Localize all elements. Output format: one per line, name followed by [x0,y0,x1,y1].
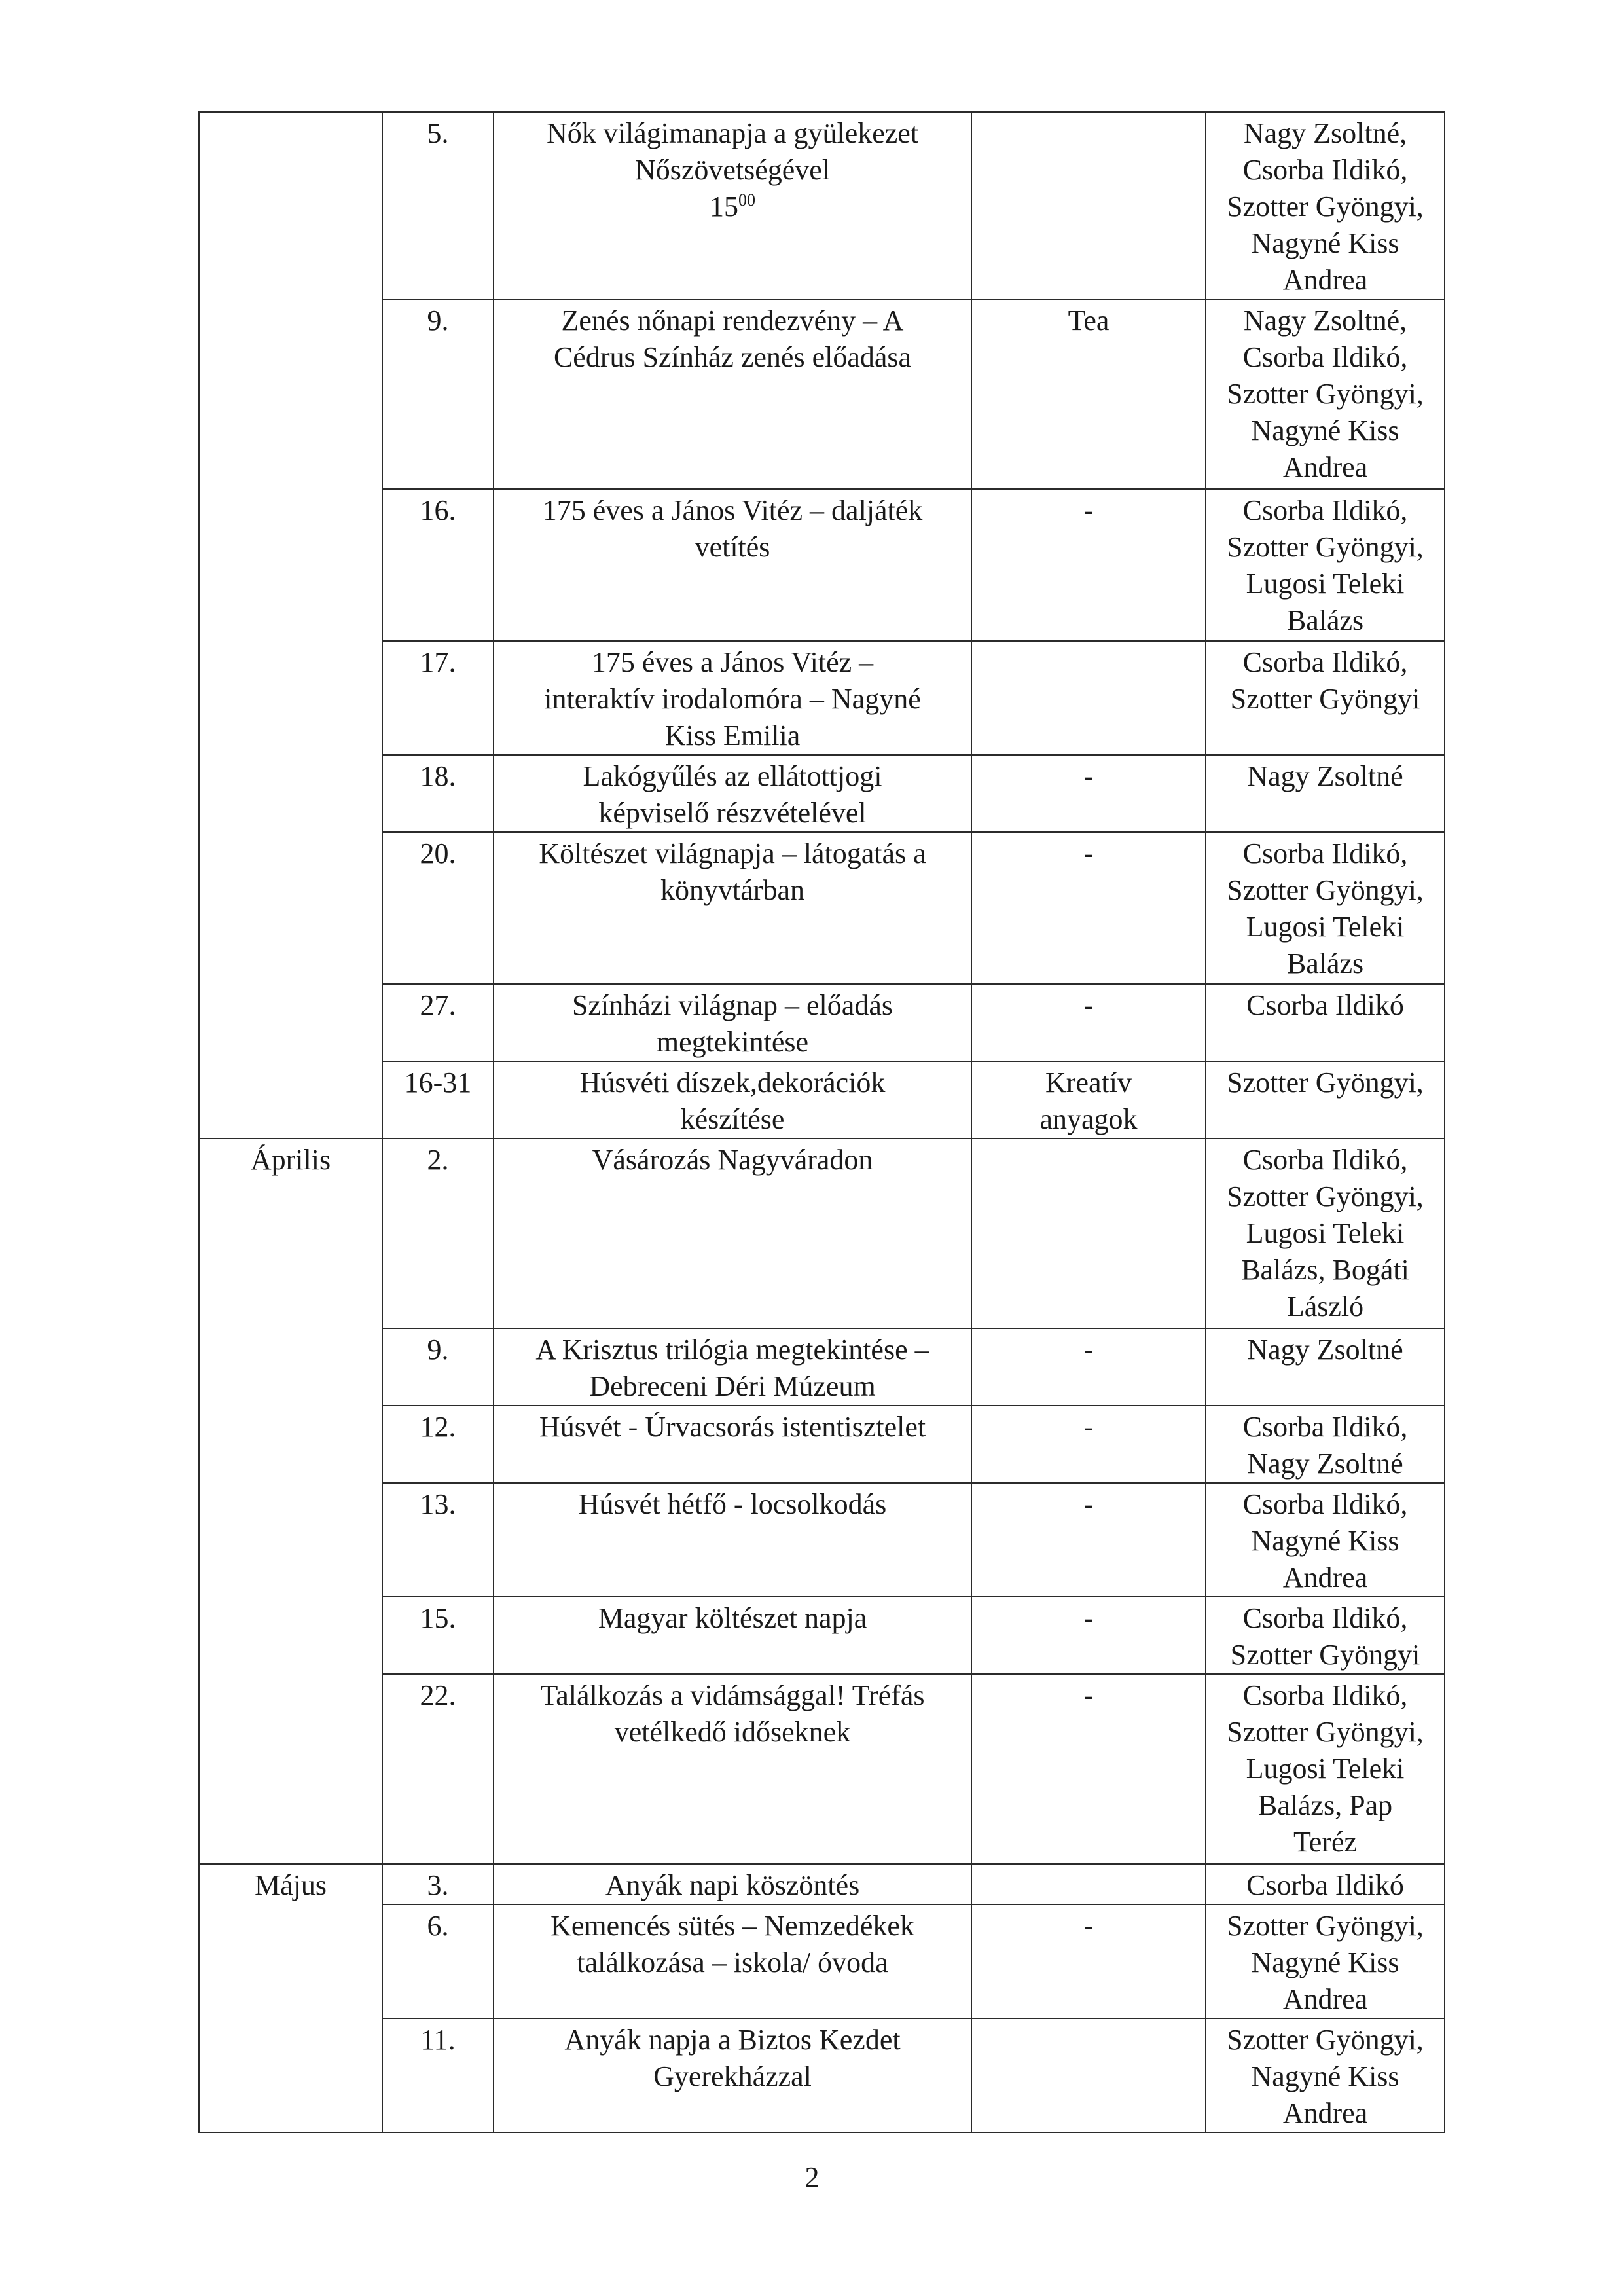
responsible-line: Andrea [1282,2097,1368,2129]
responsible-line: Csorba Ildikó, [1242,494,1408,526]
responsible-line: Nagy Zsoltné [1247,760,1403,792]
month-cell [199,1328,382,1406]
responsible-line: Balázs, Pap [1257,1789,1393,1821]
event-line: Kiss Emilia [664,720,801,752]
event-cell [494,1674,971,1864]
month-cell [199,1674,382,1864]
material-label: Tea [1068,304,1110,337]
material-cell [971,1061,1206,1139]
event-line: Nők világimanapja a gyülekezet [546,117,919,149]
responsible-cell [1206,984,1445,1061]
responsible-line: László [1286,1290,1364,1322]
schedule-row [199,2018,1445,2132]
material-label: - [1083,1488,1094,1520]
responsible-line: Andrea [1282,451,1368,483]
day-cell [382,984,494,1061]
responsible-line: Szotter Gyöngyi, [1227,2024,1424,2056]
event-cell [494,299,971,489]
event-time-hour: 15 [710,191,738,223]
responsible-line: Szotter Gyöngyi, [1227,1716,1424,1748]
event-cell [494,984,971,1061]
responsible-cell [1206,1061,1445,1139]
event-line: Zenés nőnapi rendezvény – A [561,304,904,337]
day-label: 2. [427,1144,449,1176]
schedule-row [199,299,1445,489]
event-line: találkozása – iskola/ óvoda [577,1946,888,1978]
material-cell [971,112,1206,299]
month-label: Május [255,1869,327,1901]
responsible-line: Nagyné Kiss [1251,1525,1399,1557]
event-cell [494,641,971,755]
responsible-cell [1206,1597,1445,1674]
material-cell [971,1864,1206,1904]
responsible-cell [1206,489,1445,641]
day-label: 9. [427,1334,449,1366]
material-cell [971,1674,1206,1864]
event-cell [494,1061,971,1139]
responsible-line: Csorba Ildikó, [1242,1679,1408,1711]
schedule-row [199,1483,1445,1597]
responsible-line: Lugosi Teleki [1246,911,1405,943]
responsible-line: Nagyné Kiss [1251,2060,1399,2092]
responsible-cell [1206,641,1445,755]
event-cell [494,1864,971,1904]
day-cell [382,1406,494,1483]
responsible-line: Csorba Ildikó, [1242,1488,1408,1520]
material-cell [971,2018,1206,2132]
material-label: - [1083,989,1094,1021]
month-label: Április [250,1144,331,1176]
material-cell [971,1406,1206,1483]
schedule-row [199,489,1445,641]
day-label: 15. [420,1602,456,1634]
material-label: - [1083,494,1094,526]
month-cell [199,1864,382,1904]
responsible-line: Andrea [1282,264,1368,296]
event-line: vetélkedő időseknek [614,1716,851,1748]
responsible-line: Szotter Gyöngyi, [1227,378,1424,410]
event-line: Vásározás Nagyváradon [592,1144,873,1176]
event-cell [494,832,971,984]
responsible-line: Nagy Zsoltné, [1243,117,1407,149]
event-line: Anyák napja a Biztos Kezdet [564,2024,901,2056]
event-line: vetítés [695,531,770,563]
responsible-line: Andrea [1282,1561,1368,1594]
day-cell [382,112,494,299]
responsible-line: Szotter Gyöngyi, [1227,191,1424,223]
month-cell [199,641,382,755]
responsible-line: Szotter Gyöngyi, [1227,1180,1424,1212]
day-cell [382,755,494,832]
material-label: Kreatív anyagok [1039,1066,1138,1135]
day-label: 20. [420,837,456,869]
schedule-body [199,112,1445,2132]
event-cell [494,1483,971,1597]
day-cell [382,832,494,984]
material-label: - [1083,1411,1094,1443]
schedule-row [199,112,1445,299]
event-line: Színházi világnap – előadás [572,989,893,1021]
event-time [499,189,965,225]
responsible-line: Szotter Gyöngyi, [1227,1910,1424,1942]
responsible-line: Csorba Ildikó, [1242,1144,1408,1176]
day-cell [382,1483,494,1597]
day-label: 6. [427,1910,449,1942]
responsible-line: Andrea [1282,1983,1368,2015]
event-line: Gyerekházzal [653,2060,812,2092]
material-label: - [1083,1334,1094,1366]
day-label: 13. [420,1488,456,1520]
responsible-line: Szotter Gyöngyi, [1227,531,1424,563]
material-label: - [1083,1910,1094,1942]
responsible-line: Csorba Ildikó, [1242,154,1408,186]
month-cell [199,1597,382,1674]
day-label: 9. [427,304,449,337]
day-cell [382,2018,494,2132]
responsible-cell [1206,832,1445,984]
event-cell [494,755,971,832]
day-cell [382,1139,494,1328]
day-label: 12. [420,1411,456,1443]
responsible-line: Lugosi Teleki [1246,1753,1405,1785]
material-cell [971,755,1206,832]
event-line: Cédrus Színház zenés előadása [553,341,912,373]
day-cell [382,299,494,489]
material-label: - [1083,1679,1094,1711]
month-cell [199,489,382,641]
material-label: - [1083,1602,1094,1634]
event-line: Nőszövetségével [634,154,831,186]
responsible-line: Nagy Zsoltné, [1243,304,1407,337]
event-line: Anyák napi köszöntés [605,1869,860,1901]
event-line: A Krisztus trilógia megtekintése – [535,1334,929,1366]
responsible-line: Lugosi Teleki [1246,1217,1405,1249]
event-line: interaktív irodalomóra – Nagyné [544,683,921,715]
day-label: 27. [420,989,456,1021]
day-cell [382,489,494,641]
responsible-line: Szotter Gyöngyi [1230,1639,1420,1671]
responsible-cell [1206,755,1445,832]
responsible-line: Nagy Zsoltné [1247,1334,1403,1366]
responsible-line: Csorba Ildikó, [1242,1411,1408,1443]
schedule-row [199,1674,1445,1864]
event-line: Kemencés sütés – Nemzedékek [550,1910,914,1942]
event-cell [494,1597,971,1674]
month-cell [199,1061,382,1139]
schedule-row [199,1061,1445,1139]
event-line: 175 éves a János Vitéz – daljáték [542,494,923,526]
responsible-line: Csorba Ildikó, [1242,341,1408,373]
page-number: 2 [804,2161,820,2193]
responsible-cell [1206,2018,1445,2132]
month-cell [199,299,382,489]
responsible-line: Csorba Ildikó, [1242,837,1408,869]
event-cell [494,1406,971,1483]
material-cell [971,1328,1206,1406]
responsible-cell [1206,112,1445,299]
event-line: Magyar költészet napja [598,1602,867,1634]
event-line: Húsvéti díszek,dekorációk [579,1066,886,1099]
day-label: 16. [420,494,456,526]
responsible-cell [1206,299,1445,489]
schedule-row [199,1904,1445,2018]
month-cell [199,1483,382,1597]
event-line: Találkozás a vidámsággal! Tréfás [540,1679,925,1711]
responsible-line: Balázs [1286,604,1364,636]
event-cell [494,1139,971,1328]
event-line: képviselő részvételével [598,797,867,829]
material-cell [971,1483,1206,1597]
responsible-line: Teréz [1293,1826,1358,1858]
responsible-line: Nagyné Kiss [1251,414,1399,446]
day-cell [382,641,494,755]
schedule-row [199,1597,1445,1674]
month-cell [199,1406,382,1483]
event-cell [494,1328,971,1406]
responsible-cell [1206,1864,1445,1904]
responsible-line: Balázs [1286,947,1364,979]
event-cell [494,2018,971,2132]
event-line: Húsvét hétfő - locsolkodás [578,1488,887,1520]
day-label: 17. [420,646,456,678]
material-cell [971,641,1206,755]
day-label: 18. [420,760,456,792]
responsible-cell [1206,1406,1445,1483]
schedule-row [199,1328,1445,1406]
material-cell [971,1597,1206,1674]
schedule-row [199,832,1445,984]
responsible-line: Csorba Ildikó, [1242,646,1408,678]
event-line: Költészet világnapja – látogatás a [539,837,926,869]
schedule-row [199,984,1445,1061]
day-label: 11. [420,2024,456,2056]
responsible-line: Lugosi Teleki [1246,568,1405,600]
responsible-line: Szotter Gyöngyi, [1227,874,1424,906]
material-cell [971,832,1206,984]
material-label: - [1083,760,1094,792]
schedule-row [199,1406,1445,1483]
event-line: Lakógyűlés az ellátottjogi [583,760,882,792]
event-cell [494,489,971,641]
schedule-row [199,1139,1445,1328]
day-cell [382,1674,494,1864]
event-time-minute: 00 [738,191,755,210]
schedule-table [198,111,1445,2133]
day-cell [382,1597,494,1674]
event-line: Húsvét - Úrvacsorás istentisztelet [539,1411,926,1443]
event-cell [494,1904,971,2018]
day-cell [382,1061,494,1139]
day-cell [382,1904,494,2018]
responsible-line: Csorba Ildikó [1246,1869,1404,1901]
responsible-line: Nagy Zsoltné [1247,1448,1403,1480]
responsible-cell [1206,1904,1445,2018]
day-cell [382,1864,494,1904]
material-cell [971,1904,1206,2018]
responsible-cell [1206,1483,1445,1597]
event-line: megtekintése [656,1026,809,1058]
day-label: 3. [427,1869,449,1901]
month-cell [199,755,382,832]
day-cell [382,1328,494,1406]
responsible-line: Balázs, Bogáti [1241,1254,1409,1286]
event-line: készítése [680,1103,785,1135]
responsible-line: Szotter Gyöngyi [1230,683,1420,715]
material-cell [971,299,1206,489]
day-label: 22. [420,1679,456,1711]
responsible-line: Csorba Ildikó [1246,989,1404,1021]
month-cell [199,1139,382,1328]
event-line: 175 éves a János Vitéz – [591,646,874,678]
schedule-row [199,641,1445,755]
event-cell [494,112,971,299]
month-cell [199,112,382,299]
month-cell [199,984,382,1061]
schedule-row [199,1864,1445,1904]
day-label: 16-31 [404,1066,472,1099]
event-line: Debreceni Déri Múzeum [589,1370,876,1402]
month-cell [199,2018,382,2132]
responsible-line: Nagyné Kiss [1251,227,1399,259]
material-cell [971,489,1206,641]
responsible-line: Nagyné Kiss [1251,1946,1399,1978]
material-label: - [1083,837,1094,869]
responsible-line: Szotter Gyöngyi, [1227,1066,1424,1099]
day-label: 5. [427,117,449,149]
schedule-row [199,755,1445,832]
responsible-line: Csorba Ildikó, [1242,1602,1408,1634]
month-cell [199,1904,382,2018]
responsible-cell [1206,1328,1445,1406]
responsible-cell [1206,1139,1445,1328]
material-cell [971,1139,1206,1328]
material-cell [971,984,1206,1061]
responsible-cell [1206,1674,1445,1864]
month-cell [199,832,382,984]
event-line: könyvtárban [660,874,804,906]
